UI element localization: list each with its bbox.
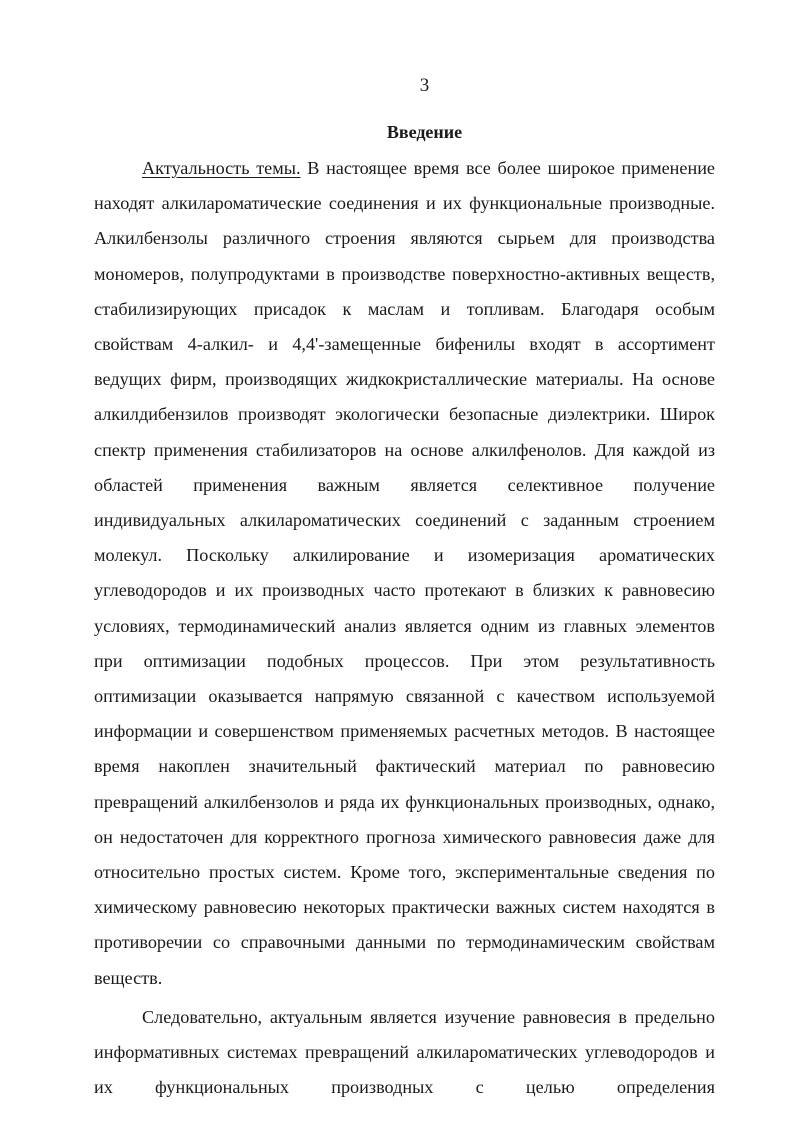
paragraph-text: Следовательно, актуальным является изучение равновесия в предельно информативных системах превращений алкилароматических углеводородов и их функциональных производных с целью определения: [94, 1006, 715, 1098]
section-title: Введение: [386, 122, 463, 142]
page-number: 3: [419, 75, 430, 96]
paragraph-conclusion: [94, 1000, 715, 1106]
body-text: [94, 151, 715, 1105]
paragraph-relevance: [94, 151, 715, 996]
topic-label: Актуальность темы.: [142, 158, 301, 178]
paragraph-text: В настоящее время все более широкое применение находят алкилароматические соединения и их функциональные производные. Алкилбензолы различного строения являются сырьем для производства мономеров, полупродуктами в производстве поверхностно-активных веществ, стабилизирующих присадок к маслам и топливам. Благодаря особым свойствам 4-алкил- и 4,4'-замещенные бифенилы входят в ассортимент ведущих фирм, производящих жидкокристаллические материалы. На основе алкилдибензилов производят экологически безопасные диэлектрики. Широк спектр применения стабилизаторов на основе алкилфенолов. Для каждой из областей применения важным является селективное получение индивидуальных алкилароматических соединений с заданным строением молекул. Поскольку алкилирование и изомеризация ароматических углеводородов и их производных часто протекают в близких к равновесию условиях, термодинамический анализ является одним из главных элементов при оптимизации подобных процессов. При этом результативность оптимизации оказывается напрямую связанной с качеством используемой информации и совершенством применяемых расчетных методов. В настоящее время накоплен значительный фактический материал по равновесию превращений алкилбензолов и ряда их функциональных производных, однако, он недостаточен для корректного прогноза химического равновесия даже для относительно простых систем. Кроме того, экспериментальные сведения по химическому равновесию некоторых практически важных систем находятся в противоречии со справочными данными по термодинамическим свойствам веществ.: [94, 158, 716, 988]
